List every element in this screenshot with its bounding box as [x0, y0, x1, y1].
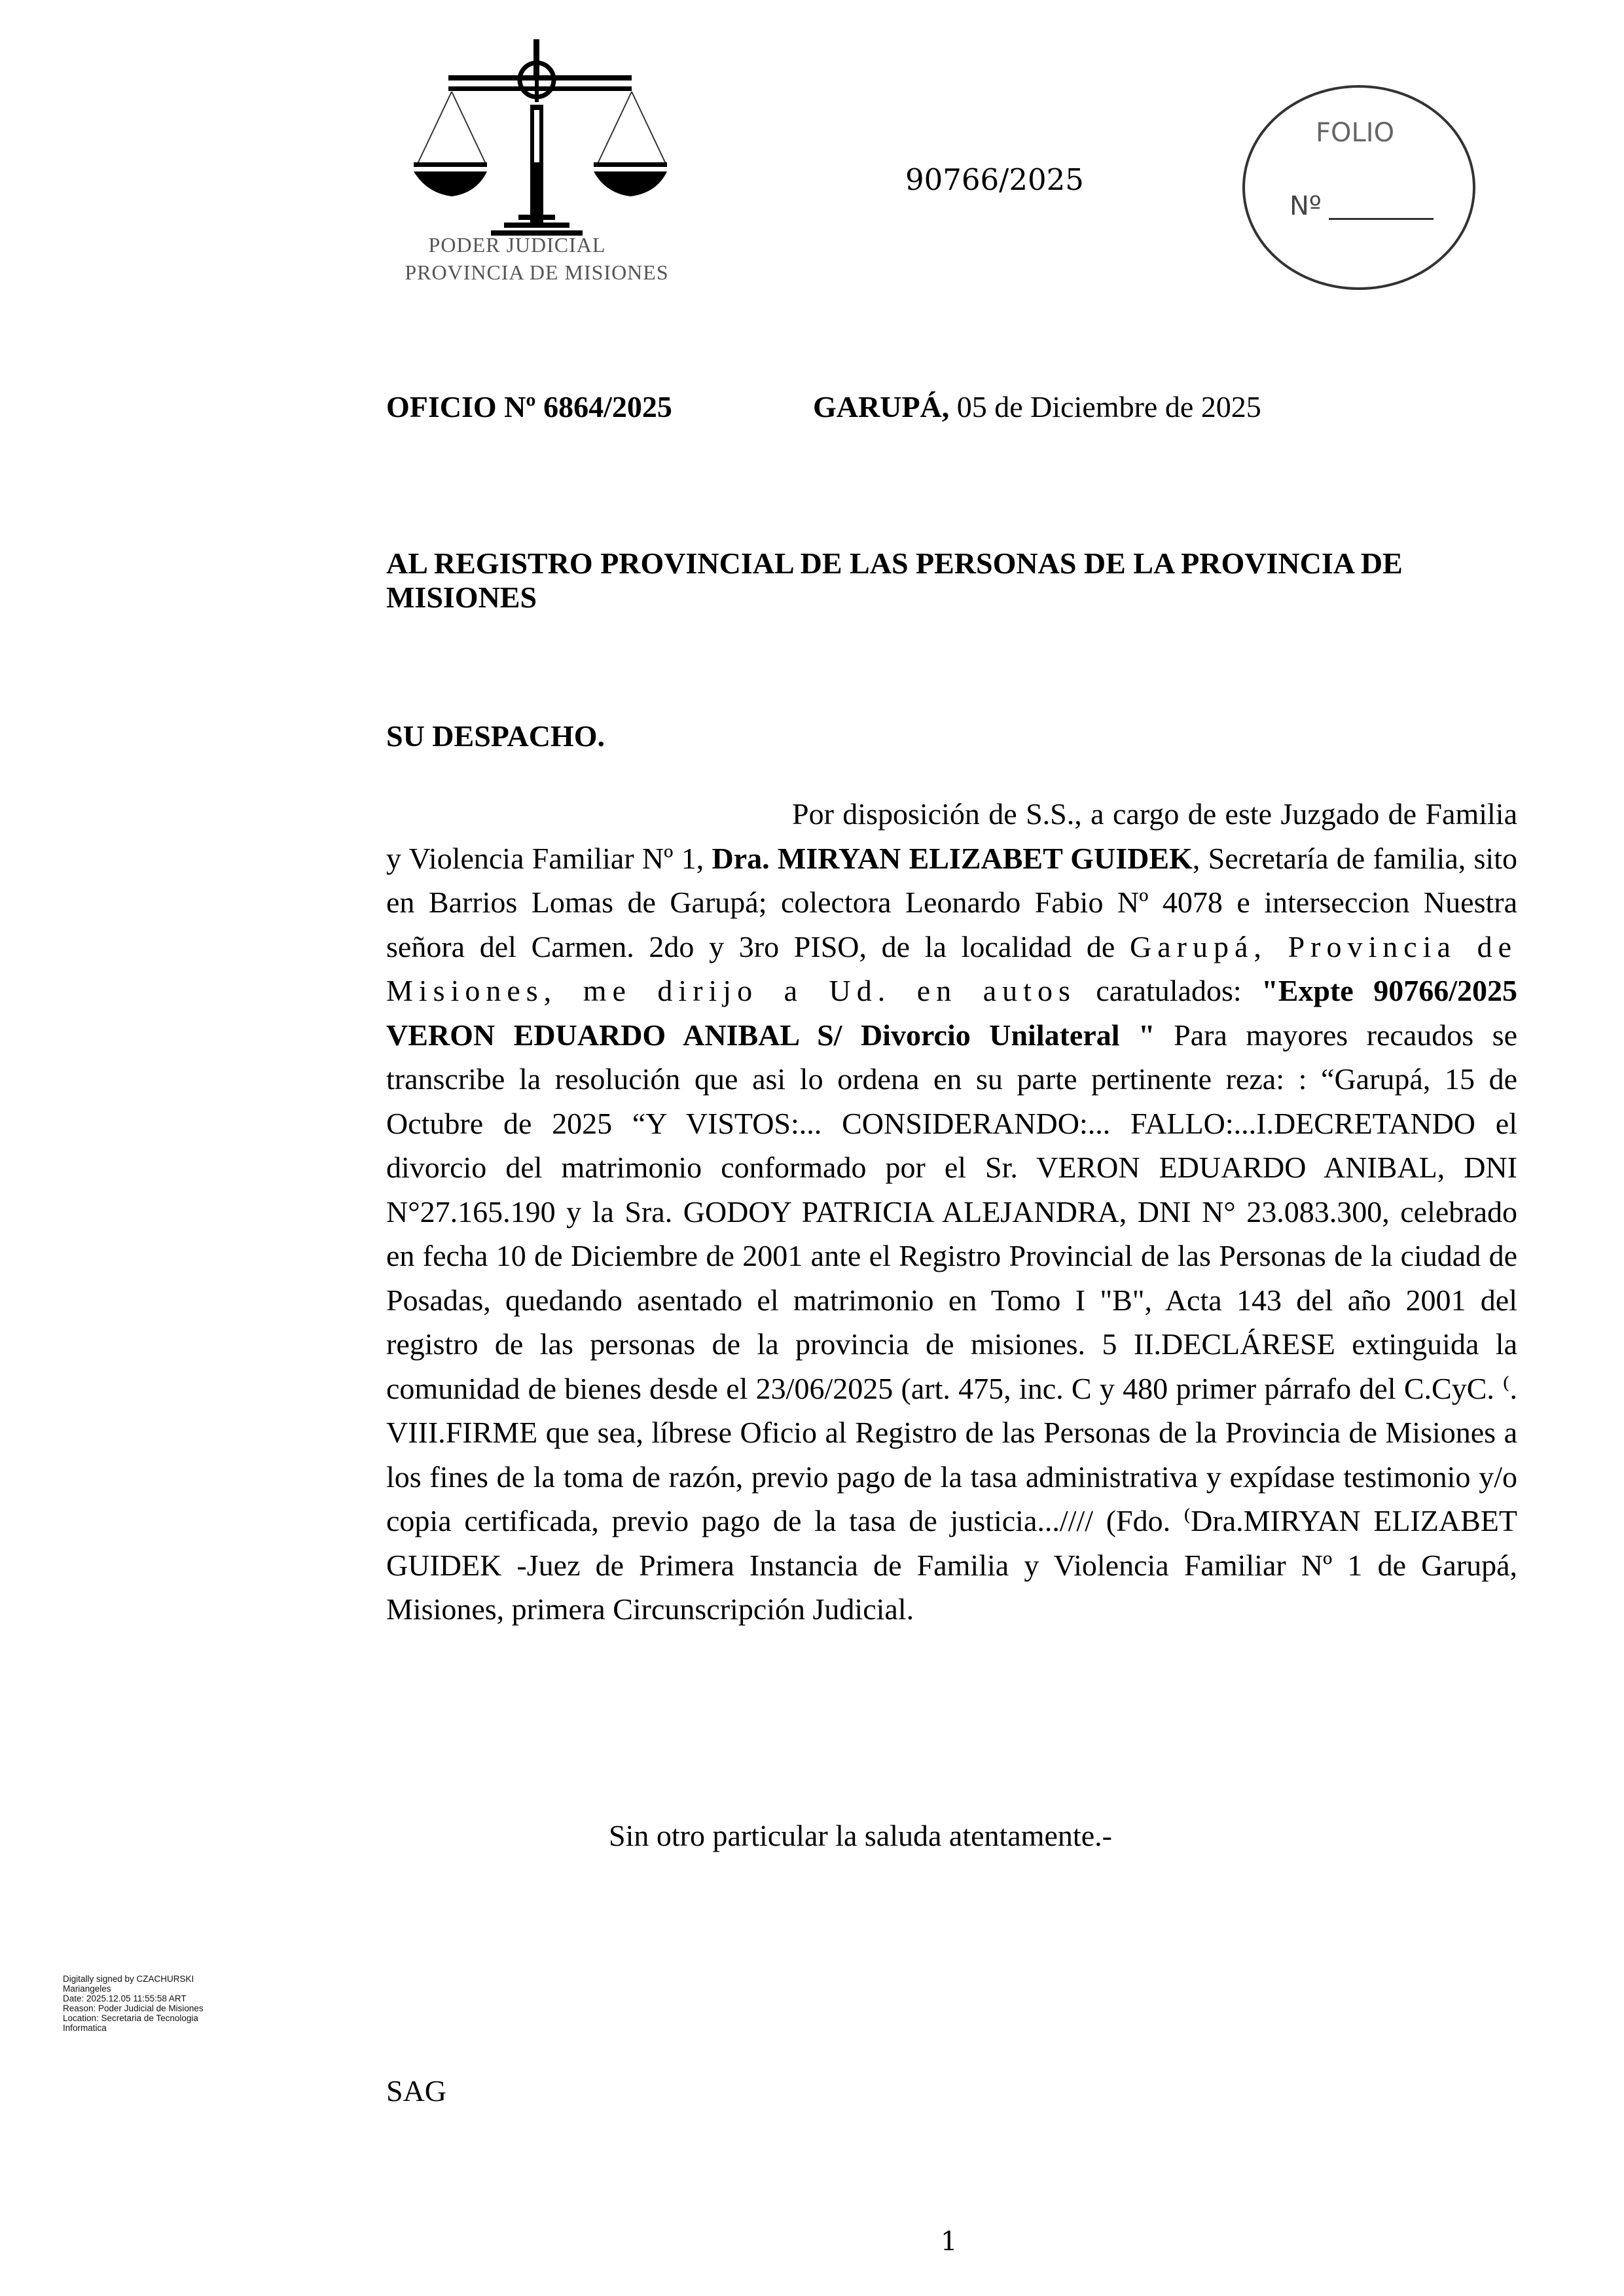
- page-number: 1: [941, 2227, 958, 2257]
- case-title: "Expte 90766/2025 VERON EDUARDO ANIBAL S/ Divorcio Unilateral ": [386, 974, 1518, 1052]
- salutation: SU DESPACHO.: [386, 719, 605, 753]
- body-p4: Garupá, Provincia de Misiones, me dirijo a Ud. en autos: [386, 929, 1517, 1007]
- signature-line: Informatica: [63, 2023, 107, 2033]
- logo-text-provincia: PROVINCIA DE MISIONES: [405, 260, 669, 284]
- folio-number-label: Nº: [1290, 191, 1322, 221]
- place: GARUPÁ,: [813, 390, 950, 423]
- logo-text-poder-judicial: PODER JUDICIAL: [428, 233, 606, 257]
- judge-name: Dra. MIRYAN ELIZABET GUIDEK: [712, 841, 1193, 875]
- oficio-number: OFICIO Nº 6864/2025: [386, 390, 672, 423]
- signature-line: Reason: Poder Judicial de Misiones: [63, 2003, 204, 2013]
- scales-of-justice-icon: [399, 39, 687, 236]
- signature-line: Date: 2025.12.05 11:55:58 ART: [63, 1994, 187, 2003]
- date: 05 de Diciembre de 2025: [956, 390, 1261, 423]
- recipient: AL REGISTRO PROVINCIAL DE LAS PERSONAS DE LA PROVINCIA DE MISIONES: [386, 547, 1403, 614]
- digital-signature: [63, 1974, 204, 2033]
- case-number: 90766/2025: [905, 162, 1084, 197]
- closing: Sin otro particular la saluda atentamente.-: [609, 1819, 1112, 1852]
- body-p2: Familia y Violencia Familiar Nº 1,: [386, 797, 1518, 875]
- body-p1: Por disposición de S.S., a cargo de este Juzgado de: [792, 797, 1417, 831]
- court-logo: [399, 39, 687, 288]
- folio-stamp-circle: [1242, 85, 1475, 290]
- body-text: [386, 792, 1517, 1632]
- initials: SAG: [386, 2074, 447, 2108]
- signature-line: Location: Secretaria de Tecnologia: [63, 2013, 198, 2023]
- signature-line: Digitally signed by CZACHURSKI: [63, 1974, 194, 1984]
- signature-line: Mariangeles: [63, 1984, 111, 1994]
- body-p5: caratulados:: [1096, 974, 1242, 1007]
- place-date: [813, 389, 1261, 424]
- body-p3: , Secretaría de familia, sito en Barrios Lomas de Garupá; colectora Leonardo Fabio Nº 4078 e interseccion Nuestra señora del Carmen. 2do y 3ro PISO, de la localidad de: [386, 841, 1517, 963]
- body-p6: Para mayores recaudos se transcribe la resolución que asi lo ordena en su parte pertinente reza: : “Garupá, 15 de Octubre de 2025 “Y VISTOS:... CONSIDERANDO:... FALLO:...I.DECRETANDO el divorcio del matrimonio conformado por el Sr. VERON EDUARDO ANIBAL, DNI N°27.165.190 y la Sra. GODOY PATRICIA ALEJANDRA, DNI N° 23.083.300, celebrado en fecha 10 de Diciembre de 2001 ante el Registro Provincial de las Personas de la ciudad de Posadas, quedando asentado el matrimonio en Tomo I "B", Acta 143 del año 2001 del registro de las personas de la provincia de misiones. 5 II.DECLÁRESE extinguida la comunidad de bienes desde el 23/06/2025 (art. 475, inc. C y 480 primer párrafo del C.CyC. ⁽. VIII.FIRME que sea, líbrese Oficio al Registro de las Personas de la Provincia de Misiones a los fines de la toma de razón, previo pago de la tasa administrativa y expídase testimonio y/o copia certificada, previo pago de la tasa de justicia...//// (Fdo. ⁽Dra.MIRYAN ELIZABET GUIDEK -Juez de Primera Instancia de Familia y Violencia Familiar Nº 1 de Garupá, Misiones, primera Circunscripción Judicial.: [386, 1018, 1518, 1626]
- folio-stamp: [1242, 85, 1475, 288]
- folio-number-blank: [1329, 218, 1434, 220]
- folio-label: FOLIO: [1316, 118, 1395, 148]
